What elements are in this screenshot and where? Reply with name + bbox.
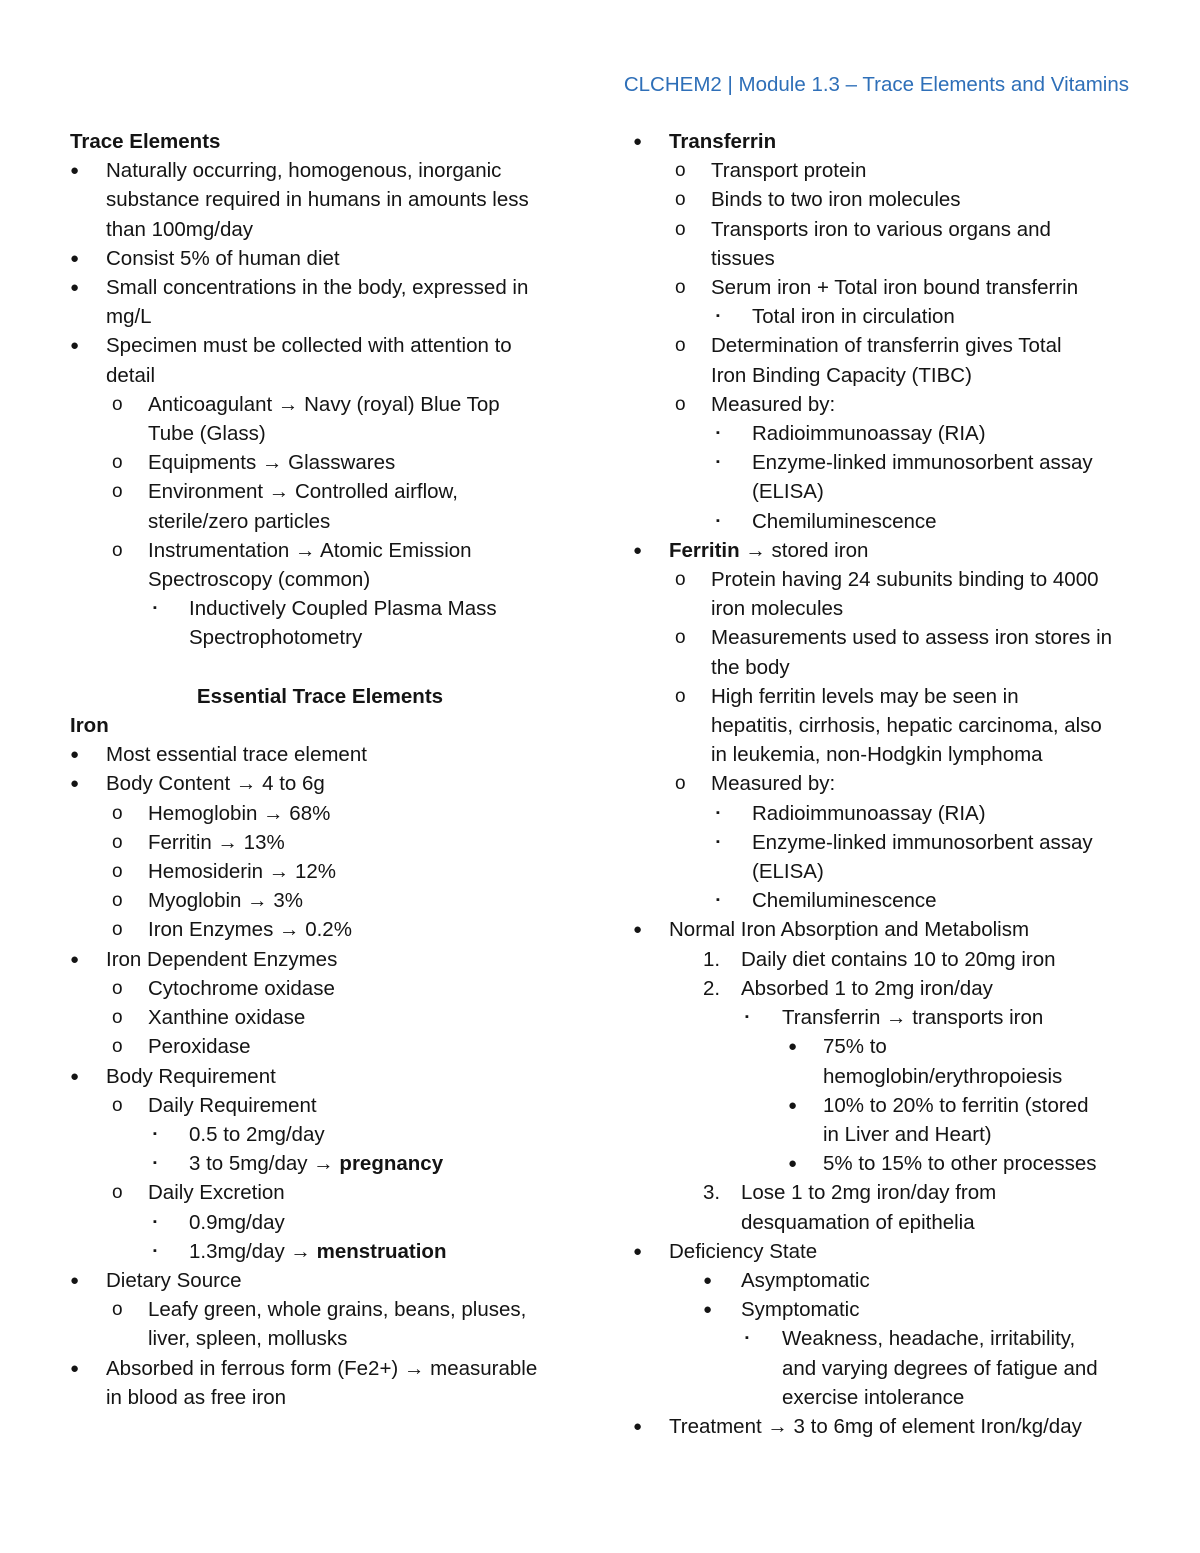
left-line [70, 1003, 570, 1032]
right-line [633, 594, 1138, 623]
bullet-marker: o [112, 539, 123, 561]
line-text: Measured by: [711, 392, 836, 416]
right-line [633, 1178, 1138, 1207]
line-text: 10% to 20% to ferritin (stored [823, 1093, 1089, 1117]
bullet-marker: o [112, 1182, 123, 1204]
left-line [70, 1208, 570, 1237]
line-text: Measured by: [711, 772, 836, 796]
line-text: than 100mg/day [106, 217, 254, 241]
left-line [70, 419, 570, 448]
bullet-marker: ● [633, 1242, 643, 1260]
bullet-marker: ● [788, 1096, 798, 1114]
line-text: Dietary Source [106, 1268, 242, 1292]
left-line [70, 974, 570, 1003]
bullet-marker: o [675, 627, 686, 649]
left-line [70, 477, 570, 506]
bullet-marker: ▪ [716, 514, 720, 527]
right-line [633, 915, 1138, 944]
bullet-marker: ▪ [745, 1011, 749, 1024]
line-text: in Liver and Heart) [823, 1122, 992, 1146]
right-line [633, 711, 1138, 740]
bullet-marker: o [112, 890, 123, 912]
line-text: Body Requirement [106, 1064, 276, 1088]
bullet-marker: o [675, 277, 686, 299]
bullet-marker: ▪ [153, 1157, 157, 1170]
left-line [70, 448, 570, 477]
left-line [70, 1266, 570, 1295]
line-text: High ferritin levels may be seen in [711, 684, 1019, 708]
line-text: Iron Dependent Enzymes [106, 947, 338, 971]
bullet-marker: o [112, 919, 123, 941]
bullet-marker: ● [633, 541, 643, 559]
left-line [70, 507, 570, 536]
line-text: 5% to 15% to other processes [823, 1152, 1097, 1176]
line-text: Daily diet contains 10 to 20mg iron [741, 947, 1056, 971]
left-line [70, 769, 570, 798]
line-text: Daily Excretion [148, 1181, 285, 1205]
line-text: Daily Requirement [148, 1093, 317, 1117]
bullet-marker: ▪ [716, 310, 720, 323]
right-line [633, 857, 1138, 886]
right-line [633, 740, 1138, 769]
line-text: Enzyme-linked immunosorbent assay [752, 451, 1093, 475]
left-line [70, 302, 570, 331]
right-line [633, 477, 1138, 506]
right-line [633, 623, 1138, 652]
left-line [70, 273, 570, 302]
line-text: Anticoagulant → Navy (royal) Blue Top [148, 392, 500, 416]
bullet-marker: ● [70, 1271, 80, 1289]
line-text: Serum iron + Total iron bound transferrin [711, 276, 1079, 300]
line-text: iron molecules [711, 597, 844, 621]
bold-term: menstruation [316, 1239, 447, 1263]
left-line [70, 1237, 570, 1266]
line-text: Symptomatic [741, 1298, 860, 1322]
line-text: Transport protein [711, 159, 867, 183]
left-line [70, 390, 570, 419]
bullet-marker: ● [633, 133, 643, 150]
bullet-marker: o [675, 393, 686, 415]
left-line [70, 915, 570, 944]
left-line [70, 185, 570, 214]
line-text: Ferritin → 13% [148, 830, 285, 854]
line-text: exercise intolerance [782, 1385, 965, 1409]
line-text: sterile/zero particles [148, 509, 331, 533]
line-text: Naturally occurring, homogenous, inorganic [106, 159, 502, 183]
line-text: Spectroscopy (common) [148, 568, 371, 592]
right-line [633, 273, 1138, 302]
bullet-marker: o [112, 1007, 123, 1029]
line-text: Normal Iron Absorption and Metabolism [669, 918, 1030, 942]
bullet-marker: ▪ [153, 1215, 157, 1228]
line-text: Binds to two iron molecules [711, 188, 961, 212]
left-line [70, 1120, 570, 1149]
bullet-marker: ▪ [716, 427, 720, 440]
bullet-marker: ● [70, 1359, 80, 1377]
line-text: Radioimmunoassay (RIA) [752, 422, 986, 446]
left-line [70, 1091, 570, 1120]
right-line [633, 974, 1138, 1003]
bullet-marker: ▪ [153, 1127, 157, 1140]
right-line [633, 565, 1138, 594]
bullet-marker: o [112, 1094, 123, 1116]
right-line [633, 1062, 1138, 1091]
line-suffix: → stored iron [739, 538, 869, 562]
right-line [633, 1295, 1138, 1324]
right-line [633, 156, 1138, 185]
line-text: Small concentrations in the body, expressed in [106, 276, 529, 300]
line-text: (ELISA) [752, 860, 824, 884]
left-line [70, 653, 570, 682]
bullet-marker: o [675, 569, 686, 591]
bullet-marker: 1. [703, 947, 721, 971]
right-line [633, 1120, 1138, 1149]
right-line [633, 1003, 1138, 1032]
bullet-marker: ● [788, 1155, 798, 1173]
bullet-marker: o [675, 773, 686, 795]
right-line [633, 331, 1138, 360]
page-header: CLCHEM2 | Module 1.3 – Trace Elements and Vitamins [623, 73, 1129, 96]
left-line [70, 215, 570, 244]
line-text: Iron [70, 714, 109, 738]
right-line [633, 1149, 1138, 1178]
bullet-marker: ▪ [716, 806, 720, 819]
bullet-marker: 2. [703, 976, 721, 1000]
bullet-marker: o [675, 335, 686, 357]
bullet-marker: 3. [703, 1181, 721, 1205]
line-text: Xanthine oxidase [148, 1006, 306, 1030]
line-text: Absorbed 1 to 2mg iron/day [741, 976, 993, 1000]
right-line [633, 1354, 1138, 1383]
left-line [70, 1295, 570, 1324]
right-line [633, 448, 1138, 477]
right-line [633, 302, 1138, 331]
left-line [70, 945, 570, 974]
left-line [70, 1062, 570, 1091]
bullet-marker: ● [70, 279, 80, 297]
right-line [633, 361, 1138, 390]
line-text: 1.3mg/day → [189, 1239, 317, 1263]
line-text: Specimen must be collected with attention to [106, 334, 512, 358]
left-line [70, 565, 570, 594]
line-text: Determination of transferrin gives Total [711, 334, 1062, 358]
bullet-marker: o [112, 1299, 123, 1321]
bullet-marker: o [112, 452, 123, 474]
right-column [633, 127, 1138, 1441]
right-line [633, 1237, 1138, 1266]
left-line [70, 127, 570, 156]
bullet-marker: ▪ [153, 1244, 157, 1257]
line-text: Transferrin [669, 130, 777, 153]
right-line [633, 536, 1138, 565]
line-text: in blood as free iron [106, 1385, 287, 1409]
right-line [633, 185, 1138, 214]
line-text: Transferrin → transports iron [782, 1006, 1044, 1030]
line-text: desquamation of epithelia [741, 1210, 975, 1234]
left-line [70, 682, 570, 711]
line-text: 75% to [823, 1035, 887, 1059]
right-line [633, 799, 1138, 828]
line-text: detail [106, 363, 156, 387]
left-line [70, 331, 570, 360]
bullet-marker: o [112, 1036, 123, 1058]
right-line [633, 244, 1138, 273]
line-text: substance required in humans in amounts less [106, 188, 529, 212]
left-line [70, 1178, 570, 1207]
right-line [633, 682, 1138, 711]
line-text: Trace Elements [70, 130, 221, 153]
right-line [633, 828, 1138, 857]
left-line [70, 1032, 570, 1061]
line-text: Enzyme-linked immunosorbent assay [752, 830, 1093, 854]
line-text: 0.5 to 2mg/day [189, 1122, 325, 1146]
right-line [633, 127, 1138, 156]
line-text: 0.9mg/day [189, 1210, 285, 1234]
left-line [70, 857, 570, 886]
left-line [70, 244, 570, 273]
right-line [633, 1208, 1138, 1237]
line-text: liver, spleen, mollusks [148, 1327, 348, 1351]
bullet-marker: ▪ [716, 456, 720, 469]
left-line [70, 711, 570, 740]
bullet-marker: ● [633, 921, 643, 939]
line-text: Tube (Glass) [148, 422, 266, 446]
right-line [633, 1091, 1138, 1120]
left-line [70, 886, 570, 915]
bullet-marker: ▪ [716, 894, 720, 907]
line-text: Peroxidase [148, 1035, 251, 1059]
right-line [633, 419, 1138, 448]
bullet-marker: o [675, 160, 686, 182]
line-text: Transports iron to various organs and [711, 217, 1051, 241]
bold-term: pregnancy [339, 1152, 444, 1176]
right-line [633, 769, 1138, 798]
bullet-marker: o [675, 189, 686, 211]
bullet-marker: o [112, 831, 123, 853]
left-line [70, 799, 570, 828]
bullet-marker: ● [70, 950, 80, 968]
line-text: Body Content → 4 to 6g [106, 772, 325, 796]
line-text: tissues [711, 246, 775, 270]
bullet-marker: ● [70, 746, 80, 764]
right-line [633, 215, 1138, 244]
line-text: in leukemia, non-Hodgkin lymphoma [711, 743, 1043, 767]
left-column [70, 127, 570, 1412]
left-line [70, 623, 570, 652]
bold-term: Ferritin [669, 538, 740, 562]
line-text: Cytochrome oxidase [148, 976, 335, 1000]
line-text: and varying degrees of fatigue and [782, 1356, 1098, 1380]
line-text: Environment → Controlled airflow, [148, 480, 458, 504]
right-line [633, 1412, 1138, 1441]
left-line [70, 536, 570, 565]
right-line [633, 507, 1138, 536]
left-line [70, 740, 570, 769]
bullet-marker: o [112, 977, 123, 999]
bullet-marker: ▪ [745, 1332, 749, 1345]
right-line [633, 1032, 1138, 1061]
bullet-marker: ● [70, 162, 80, 180]
line-text: Chemiluminescence [752, 509, 937, 533]
right-line [633, 653, 1138, 682]
bullet-marker: o [112, 861, 123, 883]
right-line [633, 1324, 1138, 1353]
bullet-marker: o [675, 685, 686, 707]
line-text: Inductively Coupled Plasma Mass [189, 597, 497, 621]
bullet-marker: ● [703, 1301, 713, 1319]
bullet-marker: ▪ [153, 602, 157, 615]
bullet-marker: ● [70, 1067, 80, 1085]
line-text: Iron Binding Capacity (TIBC) [711, 363, 972, 387]
line-text: mg/L [106, 305, 152, 329]
right-line [633, 1266, 1138, 1295]
line-text: Essential Trace Elements [196, 684, 444, 708]
line-text: Most essential trace element [106, 743, 367, 767]
left-line [70, 828, 570, 857]
left-line [70, 1149, 570, 1178]
bullet-marker: o [112, 802, 123, 824]
line-text: Spectrophotometry [189, 626, 363, 650]
bullet-marker: ● [633, 1417, 643, 1435]
bullet-marker: ● [70, 775, 80, 793]
line-text: Measurements used to assess iron stores in [711, 626, 1113, 650]
line-text: Deficiency State [669, 1239, 818, 1263]
bullet-marker: ● [788, 1038, 798, 1056]
right-line [633, 886, 1138, 915]
left-line [70, 361, 570, 390]
line-text: Leafy green, whole grains, beans, pluses, [148, 1298, 527, 1322]
line-text: Treatment → 3 to 6mg of element Iron/kg/day [669, 1414, 1082, 1438]
line-text: the body [711, 655, 790, 679]
bullet-marker: ▪ [716, 835, 720, 848]
line-text: Protein having 24 subunits binding to 4000 [711, 568, 1099, 592]
line-text: Total iron in circulation [752, 305, 955, 329]
line-text: Myoglobin → 3% [148, 889, 303, 913]
bullet-marker: ● [70, 249, 80, 267]
right-line [633, 390, 1138, 419]
bullet-marker: ● [70, 337, 80, 355]
line-text: Instrumentation → Atomic Emission [148, 538, 472, 562]
line-text: hemoglobin/erythropoiesis [823, 1064, 1063, 1088]
line-text: Radioimmunoassay (RIA) [752, 801, 986, 825]
line-text: Weakness, headache, irritability, [782, 1327, 1076, 1351]
bullet-marker: o [675, 218, 686, 240]
left-line [70, 1354, 570, 1383]
line-text: Lose 1 to 2mg iron/day from [741, 1181, 997, 1205]
line-text: (ELISA) [752, 480, 824, 504]
left-line [70, 1383, 570, 1412]
bullet-marker: o [112, 481, 123, 503]
line-text: Chemiluminescence [752, 889, 937, 913]
line-text: Equipments → Glasswares [148, 451, 396, 475]
line-text: Hemosiderin → 12% [148, 860, 336, 884]
right-line [633, 1383, 1138, 1412]
right-line [633, 945, 1138, 974]
bullet-marker: o [112, 393, 123, 415]
line-text: Iron Enzymes → 0.2% [148, 918, 352, 942]
line-text: 3 to 5mg/day → [189, 1152, 340, 1176]
line-text: Hemoglobin → 68% [148, 801, 331, 825]
line-text: Asymptomatic [741, 1268, 870, 1292]
line-text: Absorbed in ferrous form (Fe2+) → measurable [106, 1356, 538, 1380]
line-text: hepatitis, cirrhosis, hepatic carcinoma, also [711, 714, 1102, 738]
bullet-marker: ● [703, 1271, 713, 1289]
left-line [70, 594, 570, 623]
left-line [70, 156, 570, 185]
line-text: Consist 5% of human diet [106, 246, 340, 270]
left-line [70, 1324, 570, 1353]
